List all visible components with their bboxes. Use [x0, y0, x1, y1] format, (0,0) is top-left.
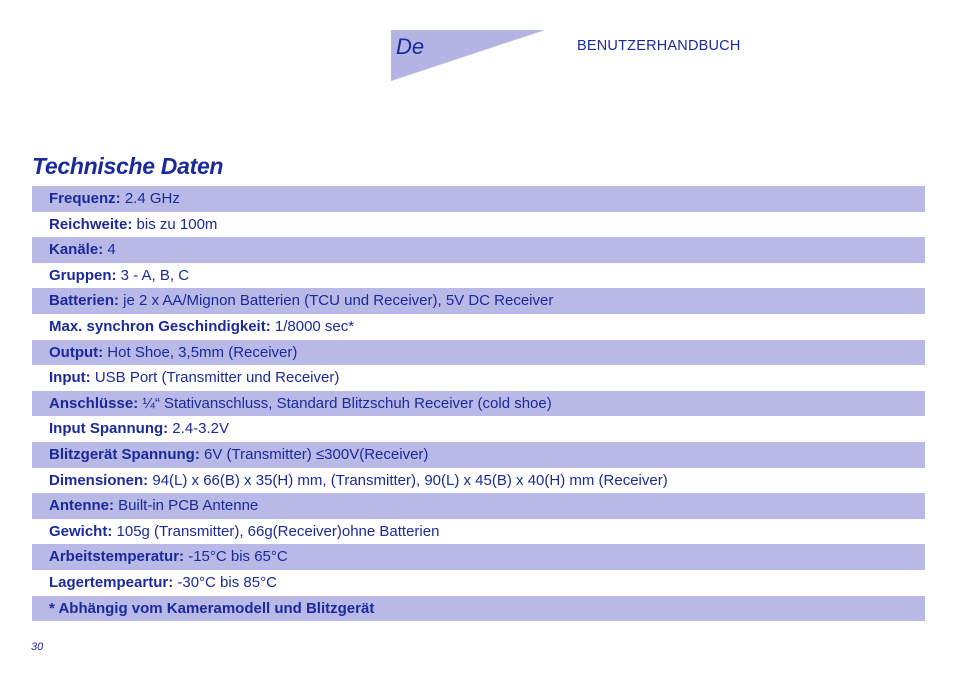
spec-row-input-spannung	[32, 416, 925, 442]
spec-label: Arbeitstemperatur:	[49, 548, 185, 566]
spec-label: Output:	[49, 343, 104, 361]
spec-row-reichweite	[32, 212, 925, 238]
spec-value: USB Port (Transmitter und Receiver)	[90, 369, 340, 387]
spec-row-dimensionen	[32, 468, 925, 494]
spec-label: Dimensionen:	[49, 471, 149, 489]
spec-label: Input:	[49, 369, 91, 387]
spec-row-blitzgeraet-spannung	[32, 442, 925, 468]
spec-value: 4	[103, 241, 116, 259]
spec-label: Gruppen:	[49, 266, 117, 284]
spec-row-footnote	[32, 596, 925, 622]
spec-value: 6V (Transmitter) ≤300V(Receiver)	[199, 445, 429, 463]
spec-label: Blitzgerät Spannung:	[49, 445, 200, 463]
spec-label: Anschlüsse:	[49, 394, 139, 412]
spec-value: 3 - A, B, C	[116, 266, 190, 284]
spec-value: bis zu 100m	[132, 215, 218, 233]
spec-label: Reichweite:	[49, 215, 133, 233]
spec-value: 94(L) x 66(B) x 35(H) mm, (Transmitter), 90(L) x 45(B) x 40(H) mm (Receiver)	[148, 471, 668, 489]
spec-value: ¼“ Stativanschluss, Standard Blitzschuh Receiver (cold shoe)	[138, 394, 552, 412]
spec-value: -30°C bis 85°C	[173, 573, 277, 591]
spec-row-antenne	[32, 493, 925, 519]
spec-table	[32, 186, 925, 621]
spec-label: Frequenz:	[49, 190, 121, 207]
spec-value: 1/8000 sec*	[270, 317, 355, 335]
spec-label: Lagertempeartur:	[49, 573, 174, 591]
spec-value: -15°C bis 65°C	[184, 548, 288, 566]
spec-value: Hot Shoe, 3,5mm (Receiver)	[103, 343, 298, 361]
spec-row-anschluesse	[32, 391, 925, 417]
spec-label: Batterien:	[49, 292, 120, 310]
spec-label: Kanäle:	[49, 241, 104, 259]
language-label: De	[396, 34, 425, 59]
spec-row-kanaele	[32, 237, 925, 263]
spec-row-output	[32, 340, 925, 366]
page-number: 30	[31, 641, 44, 653]
spec-label: Max. synchron Geschindigkeit:	[49, 317, 271, 335]
spec-value: 2.4-3.2V	[168, 420, 230, 438]
spec-row-frequenz	[32, 186, 925, 212]
spec-value: je 2 x AA/Mignon Batterien (TCU und Receiver), 5V DC Receiver	[119, 292, 554, 310]
spec-label: Input Spannung:	[49, 420, 169, 438]
spec-row-lagertemperatur	[32, 570, 925, 596]
language-tab	[391, 30, 545, 81]
manual-title: BENUTZERHANDBUCH	[577, 38, 741, 54]
spec-value: 105g (Transmitter), 66g(Receiver)ohne Batterien	[112, 522, 440, 540]
spec-row-batterien	[32, 288, 925, 314]
spec-value: 2.4 GHz	[120, 190, 180, 207]
section-title: Technische Daten	[32, 153, 224, 179]
spec-row-input	[32, 365, 925, 391]
spec-label: Antenne:	[49, 497, 114, 515]
spec-row-gruppen	[32, 263, 925, 289]
spec-value: Built-in PCB Antenne	[114, 497, 259, 515]
spec-label: Gewicht:	[49, 522, 113, 540]
spec-row-arbeitstemperatur	[32, 544, 925, 570]
spec-row-gewicht	[32, 519, 925, 545]
spec-footnote: * Abhängig vom Kameramodell und Blitzgerät	[49, 599, 375, 617]
spec-row-sync-speed	[32, 314, 925, 340]
